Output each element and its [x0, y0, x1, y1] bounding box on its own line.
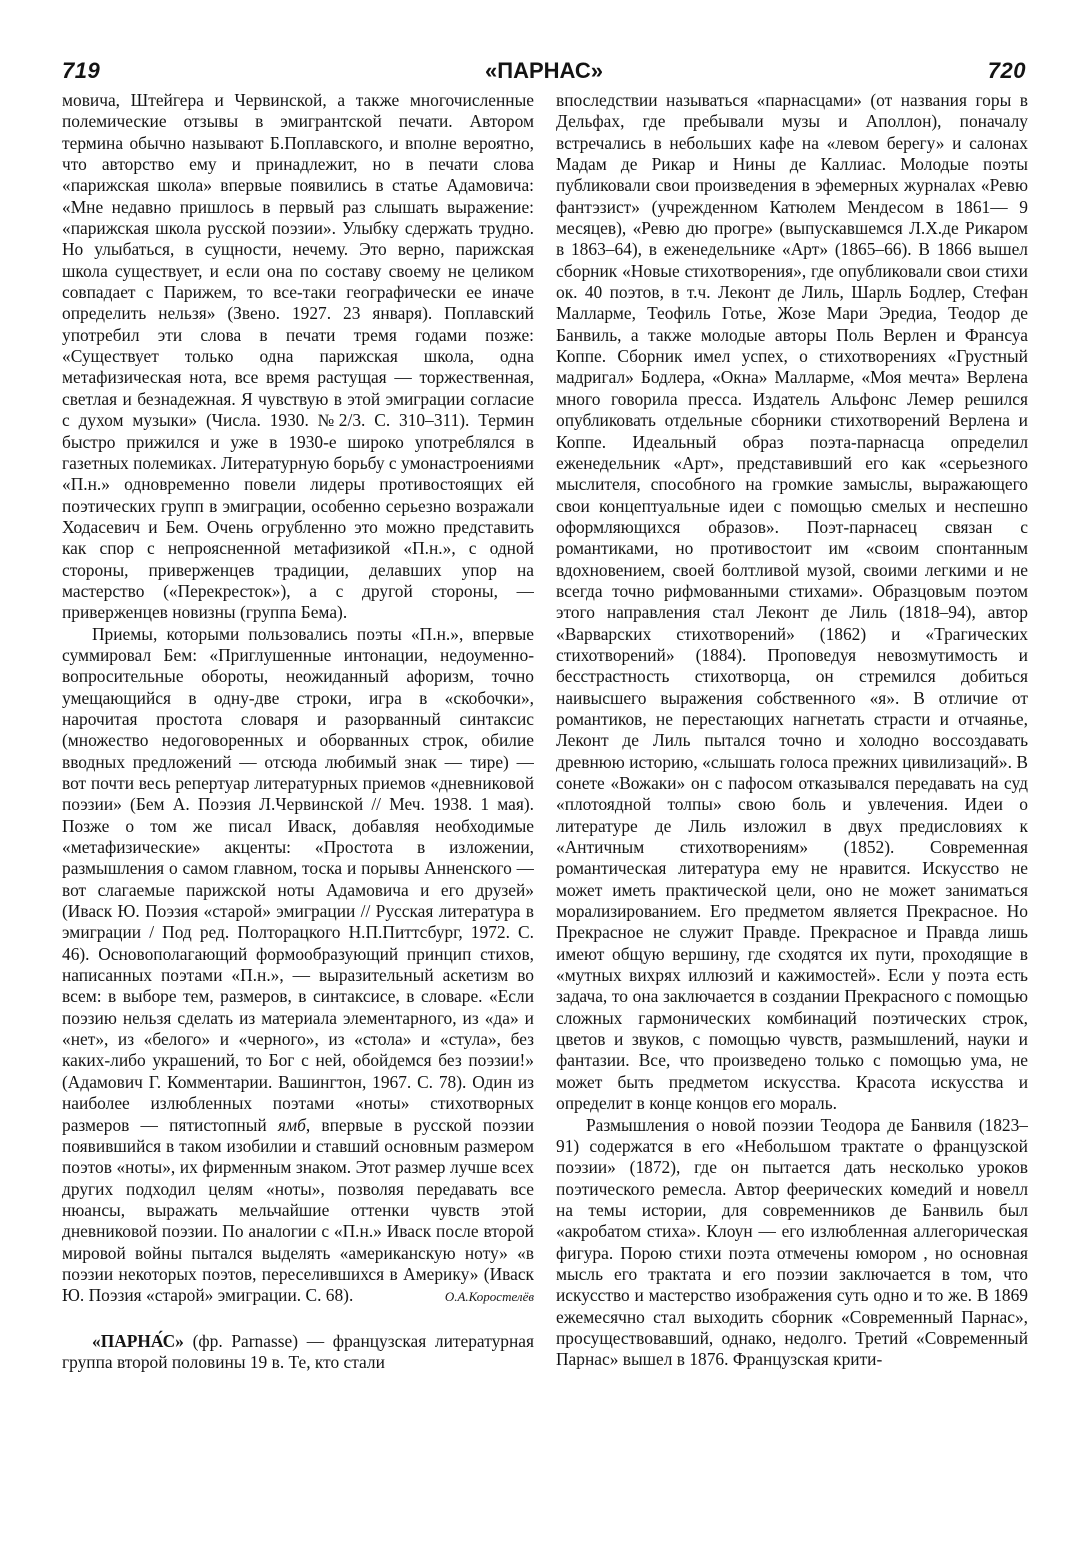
paragraph: впоследствии называться «парнасцами» (от названия горы в Дельфах, где пребывали музы и Аполлон), поначалу встречались в небольших кафе на «левом берегу» и салонах Мадам де Рикар и Нины де Каллиас. Молодые поэты публиковали свои произведения в эфемерных журналах «Ревю фантэзист» (учрежденном Катюлем Мендесом в 1861— 9 месяцев), «Ревю дю прогре» (выпускавшемся Л.Х.де Рикаром в 1863–64), в еженедельнике «Арт» (1865–66). В 1866 вышел сборник «Новые стихотворения», где опубликовали свои стихи ок. 40 поэтов, в т.ч. Леконт де Лиль, Шарль Бодлер, Стефан Малларме, Теофиль Готье, Жозе Мари Эредиа, Теодор де Банвиль, а также молодые авторы Поль Верлен и Франсуа Коппе. Сборник имел успех, о стихотворениях «Грустный мадригал» Бодлера, «Окна» Малларме, «Моя мечта» Верлена много говорила пресса. Издатель Альфонс Лемер решился опубликовать отдельные сборники стихотворений Верлена и Коппе. Идеальный образ поэта-парнасца определил еженедельник «Арт», представивший его как «серьезного мыслителя, способного на громкие замыслы, выражающего свои концептуальные идеи с помощью смелых и неспешно оформляющихся образов». Поэт-парнасец связан с романтиками, но противостоит им «своим спонтанным вдохновением, своей болтливой музой, своими легкими и не всегда точно рифмованными стихами». Образцовым поэтом этого направления стал Леконт де Лиль (1818–94), автор «Варварских стихотворений» (1862) и «Трагических стихотворений» (1884). Проповедуя невозмутимость и бесстрастность стихотворца, он стремился добиться наивысшего выражения собственного «я». В отличие от романтиков, не перестающих нагнетать страсти и отчаянье, Леконт де Лиль пытался точно и холодно воссоздавать древнюю историю, «слышать голоса прежних цивилизаций». В сонете «Вожаки» он с пафосом отказывался передавать на суд «плотоядной толпы» свою боль и увлечения. Идеи о литературе де Лиль изложил в двух предисловиях к «Античным стихотворениям» (1852). Современная романтическая литература ему не нравится. Искусство не может иметь практической цели, оно не может заниматься морализированием. Его предметом является Прекрасное. Но Прекрасное не служит Правде. Прекрасное и Правда лишь имеют общую вершину, где сходятся их пути, проходящие в «мутных вихрях иллюзий и кажимостей». Если у поэта есть задача, то она заключается в создании Прекрасного с помощью сложных гармонических комбинаций поэтических строк, цветов и звуков, с помощью чувств, размышлений, науки и фантазии. Все, что произведено только с помощью ума, не может быть предметом искусства. Красота искусства и определит в конце концов его мораль.: [556, 90, 1028, 1114]
paragraph: Размышления о новой поэзии Теодора де Банвиля (1823–91) содержатся в его «Небольшом трактате о французской поэзии» (1872), где он пытается дать несколько уроков поэтического ремесла. Автор феерических комедий и новелл на темы истории, для современников де Банвиль был «акробатом стиха». Клоун — его излюбленная аллегорическая фигура. Порою стихи поэта отмечены юмором , но основная мысль его трактата и его поэзии заключается в том, что искусство и мастерство изображения суть одно и то же. В 1869 ежемесячно стал выходить сборник «Современный Парнас», просуществовавший, однако, недолго. Третий «Современный Парнас» вышел в 1876. Французская крити-: [556, 1114, 1028, 1370]
entry-gap: [62, 1307, 534, 1331]
running-title: «ПАРНАС»: [485, 58, 603, 83]
right-column: [556, 90, 1028, 1540]
entry-headword: «ПАРНА́С»: [92, 1330, 184, 1351]
paragraph: [62, 624, 534, 1307]
author-signature: О.А.Коростелёв: [444, 1288, 534, 1304]
page-header: [62, 58, 1026, 88]
left-page-number: 719: [62, 58, 101, 83]
left-column: [62, 90, 534, 1540]
right-page-number: 720: [987, 58, 1026, 83]
entry-text: (фр. Parnasse) — французская литературная группа второй половины 19 в. Те, кто стали: [62, 1330, 534, 1372]
paragraph-text: Приемы, которыми пользовались поэты «П.н.», впервые суммировал Бем: «Приглушенные интонации, недоуменно-вопросительные обороты, неожиданный афоризм, точно умещающийся в одну-две строки, игра в «скобочки», нарочитая простота словаря и разорванный синтаксис (множество недоговоренных и оборванных строк, обилие вводных предложений — отсюда любимый знак — тире) — вот почти весь репертуар литературных приемов «дневниковой поэзии» (Бем А. Поэзия Л.Червинской // Меч. 1938. 1 мая). Позже о том же писал Иваск, добавляя необходимые «метафизические» акценты: «Простота в изложении, размышления о самом главном, тоска и порывы Анненского — вот слагаемые парижской ноты Адамовича и его друзей» (Иваск Ю. Поэзия «старой» эмиграции // Русская литература в эмиграции / Под ред. Полторацкого Н.П.Питтсбург, 1972. С. 46). Основополагающий формообразующий принцип стихов, написанных поэтами «П.н.», — выразительный аскетизм во всем: в выборе тем, размеров, в синтаксисе, в словаре. «Если поэзию нельзя сделать из материала элементарного, из «да» и «нет», из «белого» и «черного», из «стола» и «стула», без каких-либо украшений, то Бог с ней, обойдемся без поэзии!» (Адамович Г. Комментарии. Вашингтон, 1967. С. 78). Один из наиболее излюбленных поэтами «ноты» стихотворных размеров — пятистопный: [62, 623, 534, 1135]
italic-term: ямб: [277, 1114, 306, 1135]
entry-start: [62, 1331, 534, 1374]
paragraph-text: , впервые в русской поэзии появившийся в таком изобилии и ставший основным размером поэтов «ноты», их фирменным знаком. Этот размер лучше всех других подходил целям «ноты», позволяя передавать все нюансы, выражать мельчайшие оттенки чувств этой дневниковой поэзии. По аналогии с «П.н.» Иваск после второй мировой войны пытался выделять «американскую ноту» «в поэзии некоторых поэтов, переселившихся в Америку» (Иваск Ю. Поэзия «старой» эмиграции. С. 68).: [62, 1114, 534, 1306]
paragraph: мовича, Штейгера и Червинской, а также многочисленные полемические отзывы в эмигрантской печати. Автором термина обычно называют Б.Поплавского, и вполне вероятно, что авторство ему и принадлежит, но в печати слова «парижская школа» впервые появились в статье Адамовича: «Мне недавно пришлось в первый раз слышать выражение: «парижская школа русской поэзии». Улыбку сдержать трудно. Но улыбаться, в сущности, нечему. Это верно, парижская школа существует, и если она по составу своему не целиком совпадает с Парижем, то все-таки географически ее иначе определить нельзя» (Звено. 1927. 23 января). Поплавский употребил эти слова в печати тремя годами позже: «Существует только одна парижская школа, одна метафизическая нота, все время растущая — торжественная, светлая и безнадежная. Я чувствую в этой эмиграции согласие с духом музыки» (Числа. 1930. №2/3. С. 310–311). Термин быстро прижился и уже в 1930-е широко употреблялся в газетных полемиках. Литературную борьбу с умонастроениями «П.н.» одновременно повели лидеры противостоящих ей поэтических групп в эмиграции, особенно серьезно возражали Ходасевич и Бем. Очень огрубленно это можно представить как спор с непроясненной метафизикой «П.н.», с одной стороны, приверженцев традиции, делавших упор на мастерство («Перекресток»), а с другой стороны, — приверженцев новизны (группа Бема).: [62, 90, 534, 623]
